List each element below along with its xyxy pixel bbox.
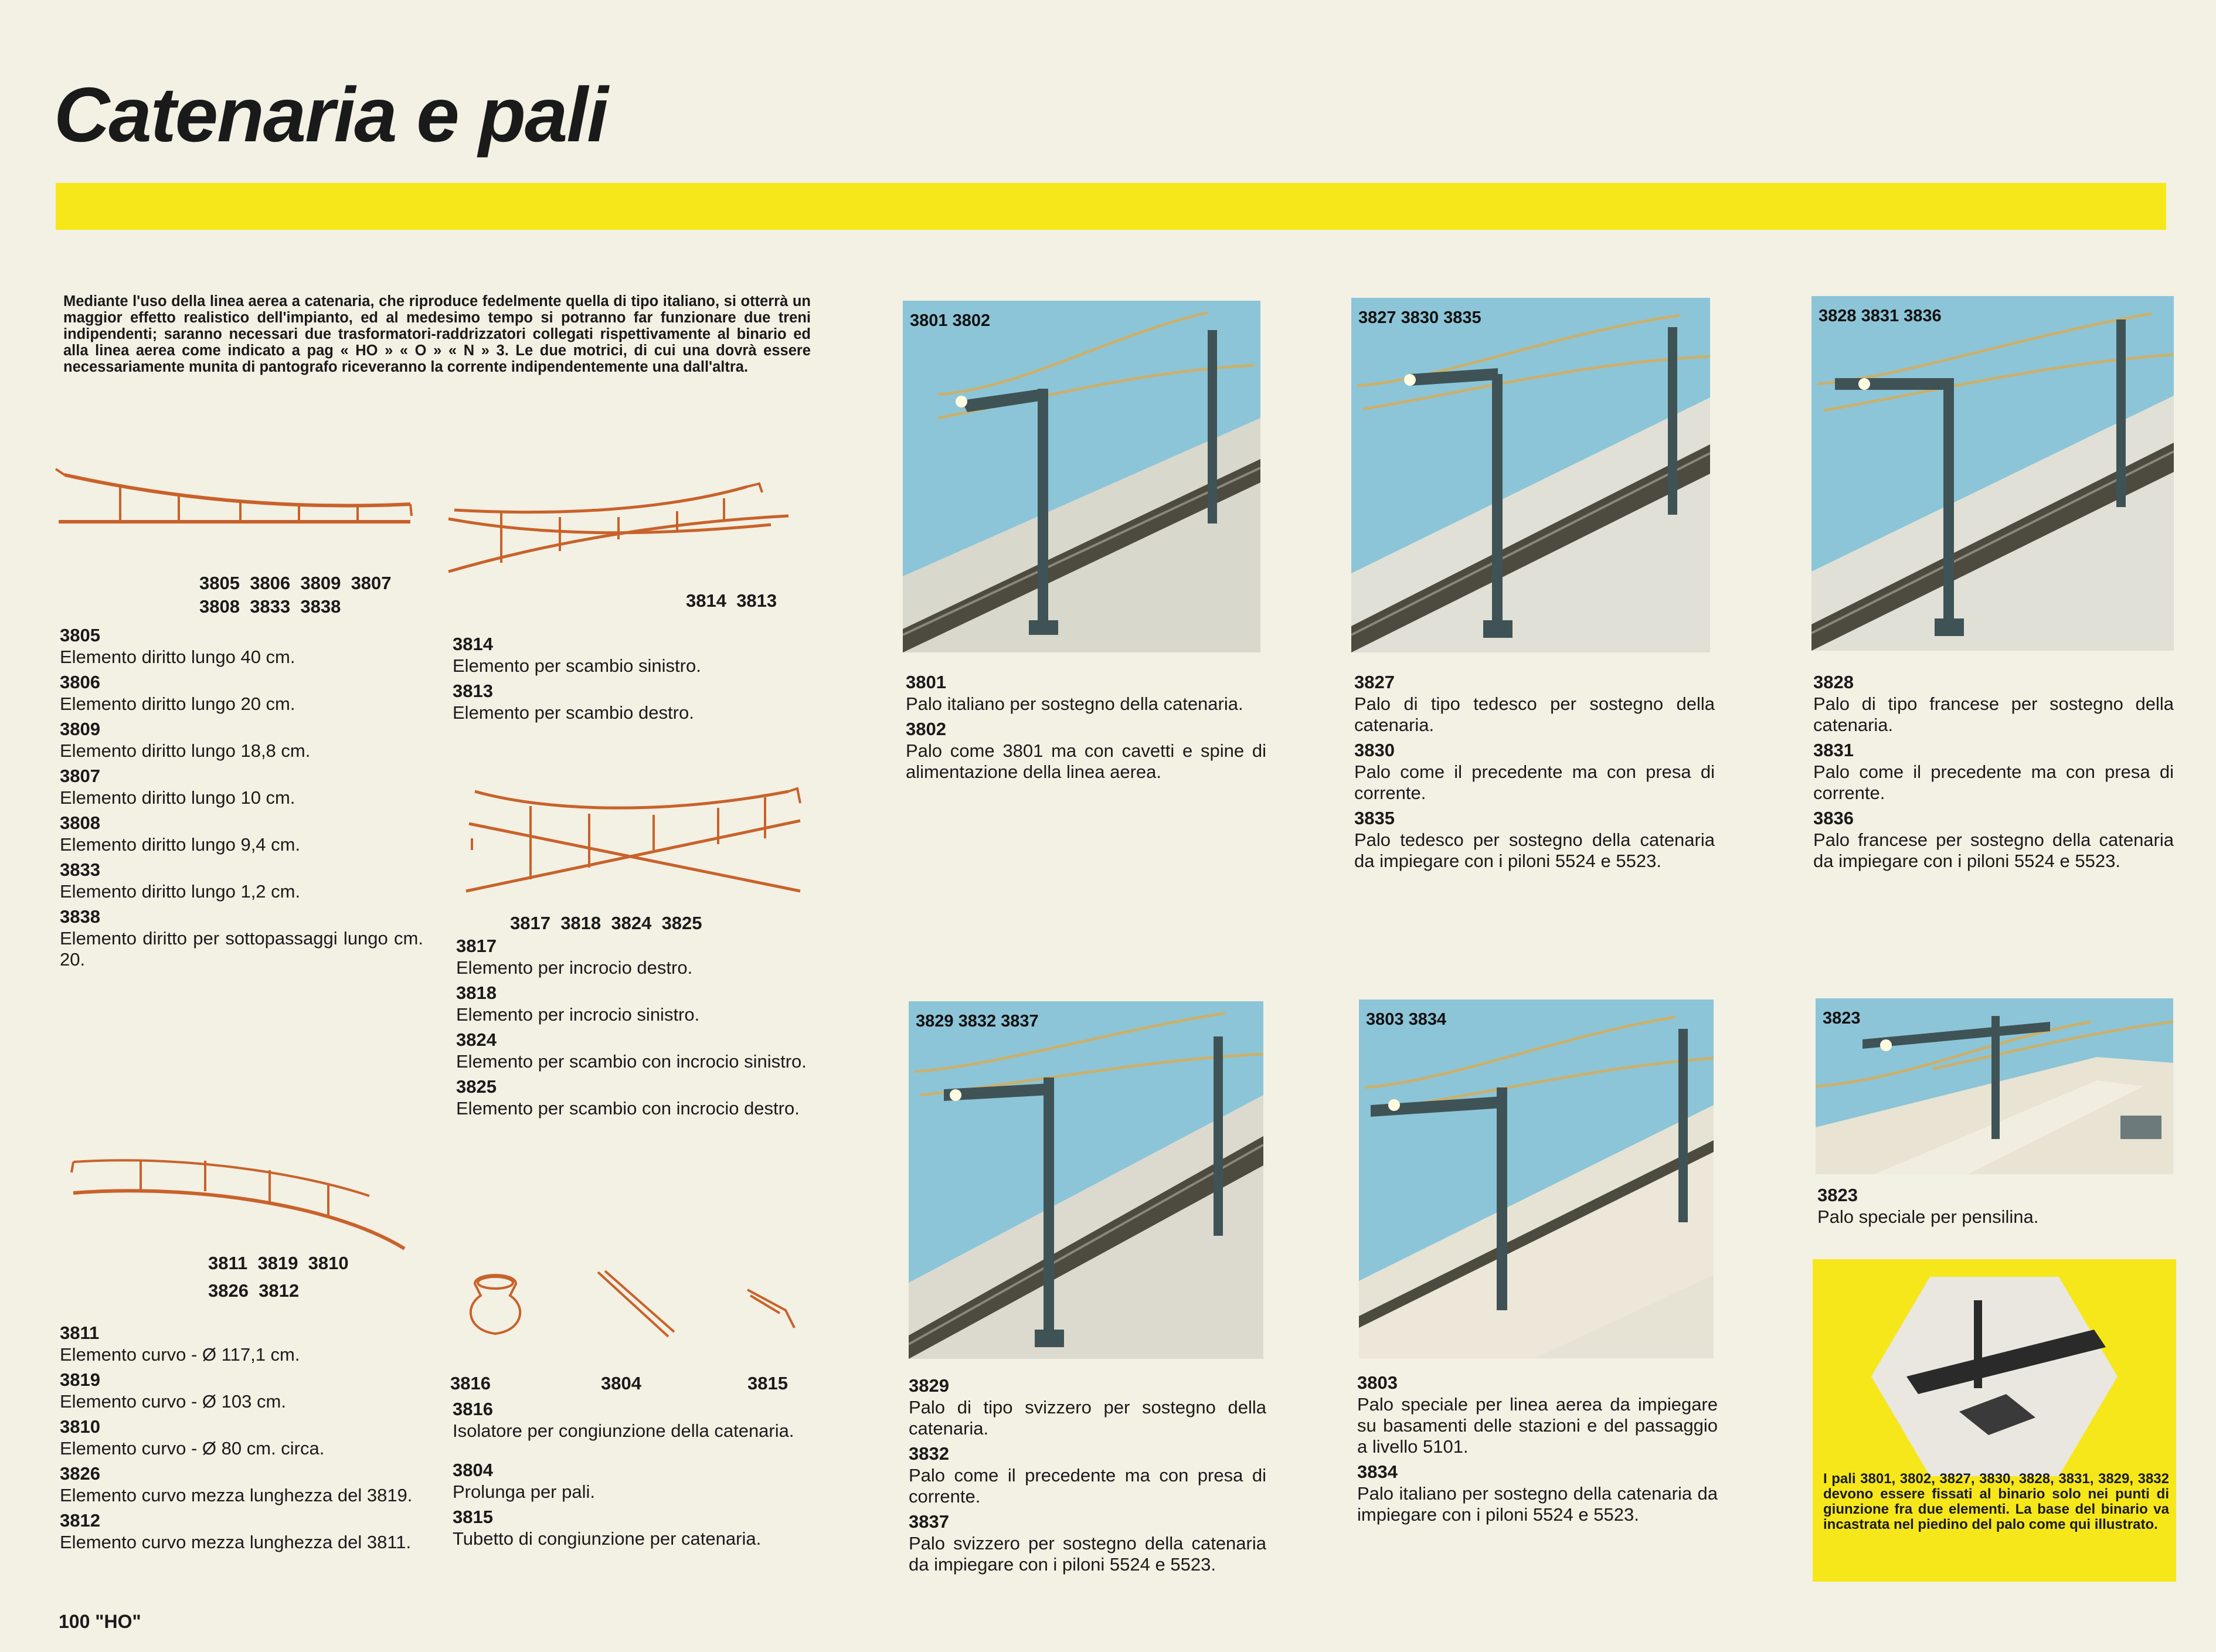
- switch-codes-line1: 3814 3813: [686, 590, 777, 611]
- photo-label: 3829 3832 3837: [916, 1012, 1039, 1031]
- accessories-list: [453, 1398, 819, 1553]
- list-item: 3812 Elemento curvo mezza lunghezza del 3811.: [60, 1510, 412, 1552]
- list-item: 3809 Elemento diritto lungo 18,8 cm.: [60, 719, 311, 761]
- list-item: 3831 Palo come il precedente ma con presa di corrente.: [1813, 740, 2174, 803]
- accessory-label-3804: 3804: [601, 1373, 641, 1393]
- list-item: 3826 Elemento curvo mezza lunghezza del 3819.: [60, 1463, 413, 1505]
- photo-pole-3823: [1816, 998, 2173, 1174]
- list-item: 3836 Palo francese per sostegno della catenaria da impiegare con i piloni 5524 e 5523.: [1813, 808, 2174, 871]
- photo-pole-3801: [903, 301, 1260, 652]
- list-item: 3834 Palo italiano per sostegno della catenaria da impiegare con i piloni 5524 e 5523.: [1357, 1461, 1718, 1525]
- pole-3803-text: [1357, 1372, 1718, 1529]
- list-item: 3825 Elemento per scambio con incrocio destro.: [456, 1076, 800, 1119]
- track-mount-illustration: [1871, 1277, 2118, 1476]
- list-item: 3824 Elemento per scambio con incrocio sinistro.: [456, 1029, 807, 1072]
- list-item: 3817 Elemento per incrocio destro.: [456, 936, 693, 978]
- straight-codes-line2: 3808 3833 3838: [199, 596, 341, 617]
- list-item: 3805 Elemento diritto lungo 40 cm.: [60, 625, 295, 667]
- list-item: 3804 Prolunga per pali.: [453, 1460, 595, 1502]
- list-item: 3801 Palo italiano per sostegno della catenaria.: [906, 672, 1243, 714]
- list-item: 3828 Palo di tipo francese per sostegno della catenaria.: [1813, 672, 2174, 735]
- photo-label: 3827 3830 3835: [1358, 308, 1481, 327]
- photo-label: 3823: [1823, 1009, 1861, 1028]
- list-item: 3832 Palo come il precedente ma con presa di corrente.: [909, 1443, 1266, 1507]
- list-item: 3829 Palo di tipo svizzero per sostegno della catenaria.: [909, 1375, 1266, 1439]
- list-item: 3808 Elemento diritto lungo 9,4 cm.: [60, 813, 301, 855]
- intro-paragraph: Mediante l'uso della linea aerea a catenaria, che riproduce fedelmente quella di tipo italiano, si otterrà un maggior effetto realistico dell'impianto, ed al medesimo tempo si potranno far funzionare due treni indipendenti; saranno necessari due trasformatori-raddrizzatori collegati rispettivamente al binario ed alla linea aerea come indicato a pag « HO » « O » « N » 3. Le due motrici, di cui una dovrà essere necessariamente munita di pantografo riceveranno la corrente indipendentemente una dall'altra.: [63, 293, 811, 375]
- straight-codes-line1: 3805 3806 3809 3807: [199, 573, 392, 593]
- list-item: 3827 Palo di tipo tedesco per sostegno della catenaria.: [1354, 672, 1715, 735]
- pole-3801-text: [906, 671, 1266, 786]
- photo-pole-3803: [1359, 1000, 1714, 1358]
- list-item: 3833 Elemento diritto lungo 1,2 cm.: [60, 859, 301, 902]
- page-footer: 100 "HO": [59, 1611, 141, 1632]
- photo-pole-3827: [1351, 298, 1710, 652]
- note-text: I pali 3801, 3802, 3827, 3830, 3828, 3831, 3829, 3832 devono essere fissati al binario solo nei punti di giunzione fra due elementi. La base del binario va incastrata nel piedino del palo come qui illustrato.: [1823, 1471, 2169, 1532]
- list-item: 3814 Elemento per scambio sinistro.: [453, 634, 701, 676]
- list-item: 3816 Isolatore per congiunzione della catenaria.: [453, 1399, 794, 1441]
- accessory-label-3815: 3815: [747, 1373, 788, 1393]
- photo-label: 3803 3834: [1366, 1010, 1447, 1029]
- list-item: 3815 Tubetto di congiunzione per catenaria.: [453, 1507, 762, 1549]
- list-item: 3835 Palo tedesco per sostegno della catenaria da impiegare con i piloni 5524 e 5523.: [1354, 808, 1715, 871]
- straight-list: [60, 624, 423, 974]
- curved-codes-line2: 3826 3812: [208, 1280, 300, 1301]
- photo-pole-3828: [1811, 296, 2174, 651]
- curved-element-drawing: [64, 1149, 416, 1260]
- switch-list: [453, 633, 804, 727]
- accessories-drawing: [451, 1260, 827, 1348]
- pole-3827-text: [1354, 671, 1715, 875]
- list-item: 3813 Elemento per scambio destro.: [453, 681, 694, 723]
- list-item: 3807 Elemento diritto lungo 10 cm.: [60, 766, 295, 808]
- list-item: 3819 Elemento curvo - Ø 103 cm.: [60, 1369, 286, 1412]
- curved-list: [60, 1322, 423, 1556]
- list-item: 3837 Palo svizzero per sostegno della catenaria da impiegare con i piloni 5524 e 5523.: [909, 1511, 1266, 1575]
- photo-pole-3829: [909, 1001, 1263, 1359]
- pole-3829-text: [909, 1375, 1266, 1579]
- list-item: 3802 Palo come 3801 ma con cavetti e spine di alimentazione della linea aerea.: [906, 719, 1266, 782]
- list-item: 3811 Elemento curvo - Ø 117,1 cm.: [60, 1323, 300, 1365]
- list-item: 3818 Elemento per incrocio sinistro.: [456, 983, 700, 1025]
- pole-3828-text: [1813, 671, 2174, 875]
- list-item: 3806 Elemento diritto lungo 20 cm.: [60, 672, 295, 714]
- list-item: 3803 Palo speciale per linea aerea da impiegare su basamenti delle stazioni e del passaggio a livello 5101.: [1357, 1372, 1718, 1457]
- photo-label: 3828 3831 3836: [1819, 307, 1942, 325]
- switch-element-drawing: [443, 475, 794, 580]
- photo-label: 3801 3802: [910, 311, 991, 330]
- note-box: [1813, 1259, 2176, 1582]
- list-item: 3823 Palo speciale per pensilina.: [1817, 1185, 2039, 1227]
- accessory-label-3816: 3816: [450, 1373, 491, 1393]
- crossing-list: [456, 935, 817, 1123]
- list-item: 3838 Elemento diritto per sottopassaggi lungo cm. 20.: [60, 906, 423, 970]
- crossing-element-drawing: [460, 780, 812, 897]
- straight-element-drawing: [53, 463, 428, 539]
- curved-codes-line1: 3811 3819 3810: [208, 1253, 349, 1273]
- title-band: [56, 183, 2166, 230]
- pole-3823-text: [1817, 1184, 2169, 1231]
- crossing-codes-line1: 3817 3818 3824 3825: [510, 913, 702, 933]
- page-title: Catenaria e pali: [54, 72, 607, 158]
- list-item: 3830 Palo come il precedente ma con presa di corrente.: [1354, 740, 1715, 803]
- list-item: 3810 Elemento curvo - Ø 80 cm. circa.: [60, 1416, 325, 1459]
